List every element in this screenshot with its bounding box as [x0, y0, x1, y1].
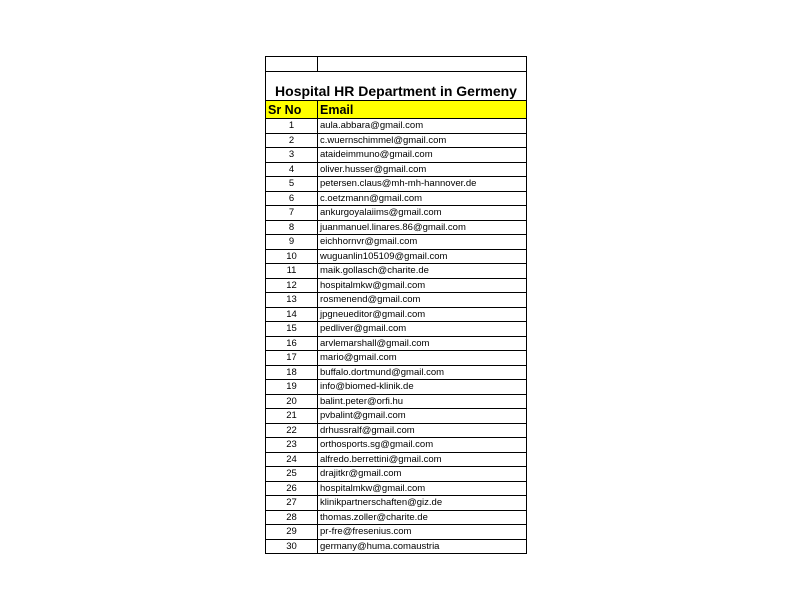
table-row — [266, 133, 527, 148]
empty-cell-a1[interactable] — [266, 57, 318, 72]
table-row — [266, 496, 527, 511]
sr-no-cell[interactable]: 8 — [266, 220, 318, 235]
email-cell[interactable]: hospitalmkw@gmail.com — [318, 481, 527, 496]
table-row — [266, 264, 527, 279]
table-row — [266, 336, 527, 351]
table-row — [266, 525, 527, 540]
table-row — [266, 409, 527, 424]
email-cell[interactable]: balint.peter@orfi.hu — [318, 394, 527, 409]
table-row — [266, 423, 527, 438]
sr-no-header[interactable]: Sr No — [266, 101, 318, 119]
sr-no-cell[interactable]: 28 — [266, 510, 318, 525]
header-row — [266, 101, 527, 119]
email-cell[interactable]: pvbalint@gmail.com — [318, 409, 527, 424]
email-cell[interactable]: germany@huma.comaustria — [318, 539, 527, 554]
email-cell[interactable]: ataideimmuno@gmail.com — [318, 148, 527, 163]
empty-cell-b1[interactable] — [318, 57, 527, 72]
sr-no-cell[interactable]: 1 — [266, 119, 318, 134]
email-cell[interactable]: klinikpartnerschaften@giz.de — [318, 496, 527, 511]
email-cell[interactable]: pedliver@gmail.com — [318, 322, 527, 337]
table-row — [266, 510, 527, 525]
sr-no-cell[interactable]: 4 — [266, 162, 318, 177]
sr-no-cell[interactable]: 9 — [266, 235, 318, 250]
sr-no-cell[interactable]: 26 — [266, 481, 318, 496]
email-cell[interactable]: alfredo.berrettini@gmail.com — [318, 452, 527, 467]
table-row — [266, 162, 527, 177]
sr-no-cell[interactable]: 10 — [266, 249, 318, 264]
table-row — [266, 394, 527, 409]
sr-no-cell[interactable]: 27 — [266, 496, 318, 511]
email-cell[interactable]: jpgneueditor@gmail.com — [318, 307, 527, 322]
table-row — [266, 322, 527, 337]
email-cell[interactable]: thomas.zoller@charite.de — [318, 510, 527, 525]
sr-no-cell[interactable]: 13 — [266, 293, 318, 308]
email-cell[interactable]: c.oetzmann@gmail.com — [318, 191, 527, 206]
email-cell[interactable]: maik.gollasch@charite.de — [318, 264, 527, 279]
sr-no-cell[interactable]: 15 — [266, 322, 318, 337]
email-cell[interactable]: petersen.claus@mh-mh-hannover.de — [318, 177, 527, 192]
sr-no-cell[interactable]: 14 — [266, 307, 318, 322]
email-cell[interactable]: aula.abbara@gmail.com — [318, 119, 527, 134]
spreadsheet — [265, 56, 525, 554]
sr-no-cell[interactable]: 22 — [266, 423, 318, 438]
table-row — [266, 293, 527, 308]
table-row — [266, 235, 527, 250]
table-row — [266, 351, 527, 366]
sr-no-cell[interactable]: 30 — [266, 539, 318, 554]
table-row — [266, 278, 527, 293]
sr-no-cell[interactable]: 5 — [266, 177, 318, 192]
sr-no-cell[interactable]: 20 — [266, 394, 318, 409]
email-cell[interactable]: arvlemarshall@gmail.com — [318, 336, 527, 351]
sr-no-cell[interactable]: 19 — [266, 380, 318, 395]
email-cell[interactable]: rosmenend@gmail.com — [318, 293, 527, 308]
sr-no-cell[interactable]: 24 — [266, 452, 318, 467]
table-row — [266, 148, 527, 163]
table-row — [266, 206, 527, 221]
sr-no-cell[interactable]: 11 — [266, 264, 318, 279]
table-row — [266, 539, 527, 554]
table-row — [266, 191, 527, 206]
sr-no-cell[interactable]: 17 — [266, 351, 318, 366]
email-header[interactable]: Email — [318, 101, 527, 119]
table-row — [266, 467, 527, 482]
table-row — [266, 119, 527, 134]
email-cell[interactable]: info@biomed-klinik.de — [318, 380, 527, 395]
table-row — [266, 452, 527, 467]
empty-top-row — [266, 57, 527, 72]
email-cell[interactable]: juanmanuel.linares.86@gmail.com — [318, 220, 527, 235]
sr-no-cell[interactable]: 21 — [266, 409, 318, 424]
sr-no-cell[interactable]: 16 — [266, 336, 318, 351]
table-row — [266, 249, 527, 264]
email-cell[interactable]: ankurgoyalaiims@gmail.com — [318, 206, 527, 221]
email-cell[interactable]: eichhornvr@gmail.com — [318, 235, 527, 250]
email-cell[interactable]: mario@gmail.com — [318, 351, 527, 366]
email-cell[interactable]: oliver.husser@gmail.com — [318, 162, 527, 177]
table-row — [266, 380, 527, 395]
email-cell[interactable]: drhussralf@gmail.com — [318, 423, 527, 438]
sr-no-cell[interactable]: 12 — [266, 278, 318, 293]
email-cell[interactable]: wuguanlin105109@gmail.com — [318, 249, 527, 264]
email-cell[interactable]: buffalo.dortmund@gmail.com — [318, 365, 527, 380]
sr-no-cell[interactable]: 7 — [266, 206, 318, 221]
table-row — [266, 481, 527, 496]
sr-no-cell[interactable]: 3 — [266, 148, 318, 163]
table-row — [266, 220, 527, 235]
email-cell[interactable]: drajitkr@gmail.com — [318, 467, 527, 482]
sr-no-cell[interactable]: 25 — [266, 467, 318, 482]
email-cell[interactable]: orthosports.sg@gmail.com — [318, 438, 527, 453]
table-row — [266, 365, 527, 380]
sr-no-cell[interactable]: 18 — [266, 365, 318, 380]
table-row — [266, 438, 527, 453]
table-row — [266, 177, 527, 192]
email-table — [265, 56, 527, 554]
sr-no-cell[interactable]: 2 — [266, 133, 318, 148]
email-cell[interactable]: hospitalmkw@gmail.com — [318, 278, 527, 293]
email-cell[interactable]: c.wuernschimmel@gmail.com — [318, 133, 527, 148]
sr-no-cell[interactable]: 29 — [266, 525, 318, 540]
sheet-title[interactable]: Hospital HR Department in Germeny — [266, 72, 527, 101]
sr-no-cell[interactable]: 6 — [266, 191, 318, 206]
title-row — [266, 72, 527, 101]
email-cell[interactable]: pr-fre@fresenius.com — [318, 525, 527, 540]
table-row — [266, 307, 527, 322]
sr-no-cell[interactable]: 23 — [266, 438, 318, 453]
